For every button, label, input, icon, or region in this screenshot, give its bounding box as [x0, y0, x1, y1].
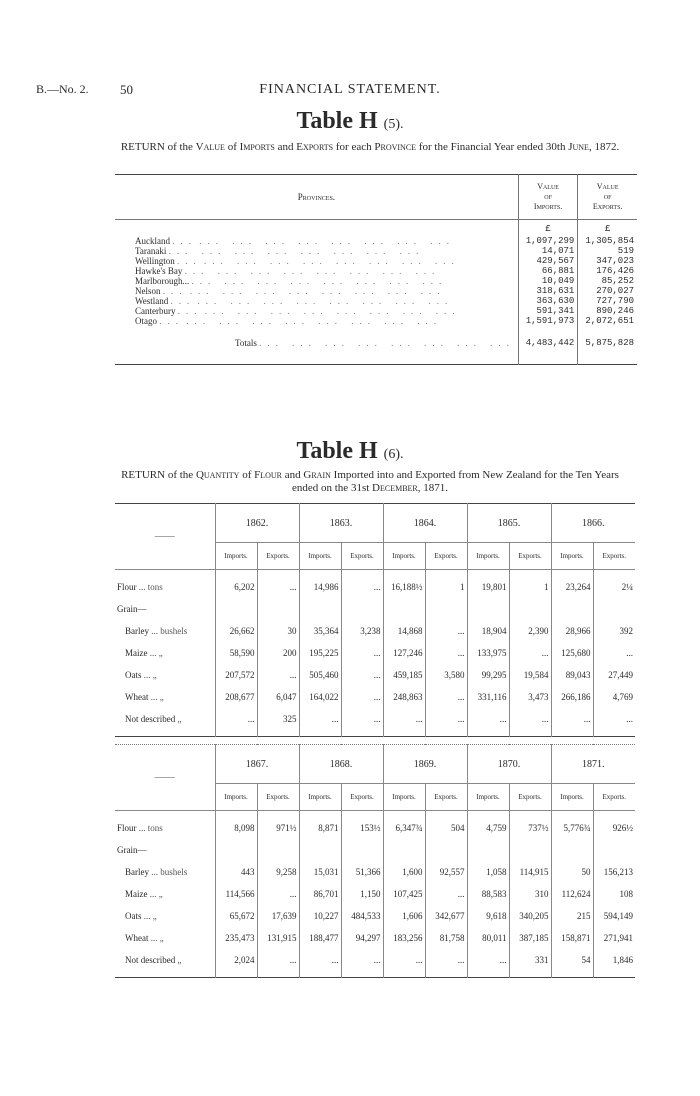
exports-cell: ... [257, 576, 299, 598]
province-row [115, 246, 637, 256]
exports-cell: ... [341, 642, 383, 664]
exports-cell [257, 839, 299, 861]
row-label: Oats ... „ [115, 905, 215, 927]
exports-cell: 1,150 [341, 883, 383, 905]
imports-cell: 10,227 [299, 905, 341, 927]
exports-subheader: Exports. [425, 543, 467, 570]
imports-cell [551, 839, 593, 861]
exports-subheader: Exports. [593, 784, 635, 811]
exports-cell: 2,390 [509, 620, 551, 642]
table-provinces-imports-exports [115, 174, 637, 365]
row-label: Not described „ [115, 708, 215, 730]
province-row [115, 316, 637, 326]
year-header: 1868. [299, 745, 383, 784]
imports-cell: 183,256 [383, 927, 425, 949]
province-name: Auckland ... ... ... ... ... ... ... ... ... [115, 236, 518, 246]
exports-cell: 51,366 [341, 861, 383, 883]
exports-cell: 971½ [257, 817, 299, 839]
exports-cell: 504 [425, 817, 467, 839]
imports-cell [383, 598, 425, 620]
exports-cell: 387,185 [509, 927, 551, 949]
imports-cell: 107,425 [383, 883, 425, 905]
imports-subheader: Imports. [551, 543, 593, 570]
exports-cell: ... [257, 949, 299, 971]
imports-cell: 114,566 [215, 883, 257, 905]
imports-cell: 86,701 [299, 883, 341, 905]
province-exports: 727,790 [596, 296, 634, 306]
imports-cell: 6,347¾ [383, 817, 425, 839]
imports-cell: 248,863 [383, 686, 425, 708]
year-header: 1867. [215, 745, 299, 784]
imports-subheader: Imports. [551, 784, 593, 811]
province-exports: 85,252 [601, 276, 634, 286]
data-row [115, 576, 635, 598]
exports-cell: ... [425, 642, 467, 664]
imports-cell [299, 598, 341, 620]
exports-cell: 3,580 [425, 664, 467, 686]
imports-cell: ... [299, 949, 341, 971]
total-imports: 4,483,442 [518, 338, 577, 352]
province-name: Marlborough... ... ... ... ... ... ... ... ... [115, 276, 518, 286]
imports-cell: 208,677 [215, 686, 257, 708]
exports-subheader: Exports. [509, 784, 551, 811]
table-flour-grain-1862-1866 [115, 503, 635, 737]
exports-cell: 156,213 [603, 867, 633, 877]
exports-cell: 94,297 [341, 927, 383, 949]
imports-cell: 9,618 [467, 905, 509, 927]
province-row [115, 256, 637, 266]
row-label: Oats ... „ [115, 664, 215, 686]
imports-cell: 26,662 [215, 620, 257, 642]
imports-cell: 50 [551, 861, 593, 883]
exports-cell: 9,258 [257, 861, 299, 883]
data-row [115, 905, 635, 927]
year-header: 1865. [467, 504, 551, 543]
column-header-imports: Value of Imports. [518, 175, 577, 220]
table6-caption: RETURN of the Quantity of Flour and Grain Imported into and Exported from New Zealand for the Ten Years ended on the 31st December, 1871. [121, 469, 619, 494]
data-row [115, 949, 635, 971]
exports-cell: ... [341, 686, 383, 708]
exports-subheader: Exports. [341, 543, 383, 570]
imports-subheader: Imports. [467, 784, 509, 811]
imports-cell: 5,776¾ [551, 817, 593, 839]
exports-cell [593, 598, 635, 620]
imports-cell: ... [383, 708, 425, 730]
year-header: 1869. [383, 745, 467, 784]
page-number: 50 [120, 82, 133, 97]
exports-cell: 310 [509, 883, 551, 905]
province-imports: 66,881 [518, 266, 577, 276]
province-row [115, 266, 637, 276]
total-exports: 5,875,828 [585, 338, 634, 348]
table5-heading [0, 108, 700, 135]
exports-subheader: Exports. [257, 784, 299, 811]
exports-cell: 1 [425, 576, 467, 598]
province-name: Wellington ... ... ... ... ... ... ... ... ... [115, 256, 518, 266]
imports-subheader: Imports. [299, 543, 341, 570]
data-row [115, 708, 635, 730]
imports-cell: 112,624 [551, 883, 593, 905]
province-imports: 1,097,299 [518, 236, 577, 246]
data-row [115, 664, 635, 686]
exports-cell: 926½ [612, 823, 633, 833]
exports-cell: 19,584 [509, 664, 551, 686]
exports-cell: 340,205 [509, 905, 551, 927]
data-row [115, 686, 635, 708]
exports-cell [341, 839, 383, 861]
exports-cell: 325 [257, 708, 299, 730]
row-label: Wheat ... „ [115, 927, 215, 949]
exports-cell: 30 [257, 620, 299, 642]
imports-cell [467, 839, 509, 861]
imports-cell [383, 839, 425, 861]
province-row [115, 236, 637, 246]
imports-subheader: Imports. [215, 543, 257, 570]
exports-subheader: Exports. [425, 784, 467, 811]
exports-subheader: Exports. [593, 543, 635, 570]
imports-cell: 89,043 [551, 664, 593, 686]
exports-cell: 17,639 [257, 905, 299, 927]
exports-cell: ... [341, 949, 383, 971]
province-exports: 347,023 [596, 256, 634, 266]
imports-cell: 8,098 [215, 817, 257, 839]
data-row [115, 817, 635, 839]
imports-cell: 18,904 [467, 620, 509, 642]
table5-caption: RETURN of the Value of Imports and Exports for each Province for the Financial Year ended 30th June, 1872. [120, 141, 620, 153]
totals-row-label: Totals ... ... ... ... ... ... ... ... [115, 338, 518, 352]
exports-cell: 6,047 [257, 686, 299, 708]
imports-cell: 158,871 [551, 927, 593, 949]
imports-cell [299, 839, 341, 861]
data-row [115, 883, 635, 905]
imports-cell: 266,186 [551, 686, 593, 708]
imports-subheader: Imports. [383, 784, 425, 811]
row-label: Maize ... „ [115, 642, 215, 664]
exports-cell: 27,449 [608, 670, 633, 680]
exports-cell: 392 [619, 626, 633, 636]
exports-cell: ... [425, 620, 467, 642]
imports-cell: ... [383, 949, 425, 971]
province-row [115, 296, 637, 306]
exports-cell [341, 598, 383, 620]
data-row [115, 839, 635, 861]
imports-cell: ... [299, 708, 341, 730]
exports-cell: 200 [257, 642, 299, 664]
imports-cell [215, 839, 257, 861]
year-header: 1863. [299, 504, 383, 543]
imports-cell: 28,966 [551, 620, 593, 642]
row-label: Barley ... bushels [115, 620, 215, 642]
province-name: Hawke's Bay ... ... ... ... ... ... ... ... [115, 266, 518, 276]
imports-cell: 443 [215, 861, 257, 883]
imports-cell: 8,871 [299, 817, 341, 839]
table5-number: (5). [383, 117, 404, 132]
exports-cell: ... [425, 708, 467, 730]
row-label: Flour ... tons [115, 576, 215, 598]
imports-subheader: Imports. [299, 784, 341, 811]
exports-cell: ... [425, 949, 467, 971]
exports-cell: 108 [619, 889, 633, 899]
row-label: Maize ... „ [115, 883, 215, 905]
imports-cell: 15,031 [299, 861, 341, 883]
exports-cell: 81,758 [425, 927, 467, 949]
data-row [115, 927, 635, 949]
document-reference: B.—No. 2. [36, 82, 89, 96]
exports-cell: 271,941 [603, 933, 633, 943]
table6-number: (6). [383, 447, 404, 462]
exports-cell: ... [425, 883, 467, 905]
exports-cell: ... [425, 686, 467, 708]
exports-cell: 131,915 [257, 927, 299, 949]
currency-imports: £ [518, 220, 577, 237]
province-exports: 2,072,651 [585, 316, 634, 326]
stub-header: —— [115, 745, 215, 811]
imports-cell: 35,364 [299, 620, 341, 642]
exports-subheader: Exports. [257, 543, 299, 570]
year-header: 1862. [215, 504, 299, 543]
currency-exports: £ [604, 224, 611, 234]
province-exports: 519 [617, 246, 634, 256]
imports-cell: 505,460 [299, 664, 341, 686]
imports-cell: 14,868 [383, 620, 425, 642]
imports-cell: 235,473 [215, 927, 257, 949]
exports-cell: ... [509, 708, 551, 730]
province-imports: 10,049 [518, 276, 577, 286]
imports-cell: 80,011 [467, 927, 509, 949]
exports-cell: 4,769 [612, 692, 633, 702]
exports-cell: 3,238 [341, 620, 383, 642]
imports-cell: 6,202 [215, 576, 257, 598]
imports-cell: 331,116 [467, 686, 509, 708]
imports-cell: 207,572 [215, 664, 257, 686]
imports-cell: 125,680 [551, 642, 593, 664]
exports-cell: ... [341, 664, 383, 686]
exports-subheader: Exports. [509, 543, 551, 570]
province-exports: 270,027 [596, 286, 634, 296]
exports-cell: 484,533 [341, 905, 383, 927]
province-imports: 1,591,973 [518, 316, 577, 326]
year-header: 1864. [383, 504, 467, 543]
imports-cell: 188,477 [299, 927, 341, 949]
imports-cell: 58,590 [215, 642, 257, 664]
exports-cell: 1,846 [612, 955, 633, 965]
province-imports: 14,071 [518, 246, 577, 256]
imports-cell: ... [467, 949, 509, 971]
exports-cell [593, 839, 635, 861]
imports-cell: 16,188½ [383, 576, 425, 598]
imports-cell [467, 598, 509, 620]
imports-cell: 1,600 [383, 861, 425, 883]
row-label: Barley ... bushels [115, 861, 215, 883]
exports-cell: ... [257, 664, 299, 686]
imports-cell: 459,185 [383, 664, 425, 686]
exports-cell: 1 [509, 576, 551, 598]
exports-subheader: Exports. [341, 784, 383, 811]
exports-cell: ... [626, 714, 633, 724]
imports-cell: 133,975 [467, 642, 509, 664]
province-row [115, 276, 637, 286]
imports-cell: 99,295 [467, 664, 509, 686]
imports-cell: 1,058 [467, 861, 509, 883]
province-name: Canterbury ... ... ... ... ... ... ... ... ... [115, 306, 518, 316]
column-header-exports: Value of Exports. [578, 175, 637, 220]
imports-subheader: Imports. [215, 784, 257, 811]
imports-cell: 164,022 [299, 686, 341, 708]
imports-cell: 1,606 [383, 905, 425, 927]
table5-title: Table H [296, 108, 378, 134]
province-imports: 429,567 [518, 256, 577, 266]
table-flour-grain-1867-1871 [115, 744, 635, 978]
province-exports: 1,305,854 [585, 236, 634, 246]
province-name: Otago ... ... ... ... ... ... ... ... ... [115, 316, 518, 326]
imports-cell: 19,801 [467, 576, 509, 598]
exports-cell: 331 [509, 949, 551, 971]
row-label: Wheat ... „ [115, 686, 215, 708]
province-imports: 318,631 [518, 286, 577, 296]
exports-cell [509, 839, 551, 861]
row-label: Flour ... tons [115, 817, 215, 839]
running-header [36, 82, 664, 100]
province-name: Nelson ... ... ... ... ... ... ... ... ... [115, 286, 518, 296]
exports-cell: 594,149 [603, 911, 633, 921]
imports-cell [215, 598, 257, 620]
year-header: 1866. [551, 504, 635, 543]
table6-title: Table H [296, 438, 378, 464]
exports-cell: ... [509, 642, 551, 664]
imports-cell: ... [467, 708, 509, 730]
province-imports: 591,341 [518, 306, 577, 316]
imports-cell: 127,246 [383, 642, 425, 664]
data-row [115, 598, 635, 620]
exports-cell [257, 598, 299, 620]
data-row [115, 620, 635, 642]
exports-cell: ... [626, 648, 633, 658]
imports-cell: ... [215, 708, 257, 730]
imports-cell: 23,264 [551, 576, 593, 598]
province-row [115, 286, 637, 296]
exports-cell: ... [257, 883, 299, 905]
data-row [115, 861, 635, 883]
year-header: 1871. [551, 745, 635, 784]
province-exports: 890,246 [596, 306, 634, 316]
stub-header: —— [115, 504, 215, 570]
imports-cell: 2,024 [215, 949, 257, 971]
exports-cell: ... [341, 708, 383, 730]
exports-cell: 737½ [509, 817, 551, 839]
imports-cell: 215 [551, 905, 593, 927]
data-row [115, 642, 635, 664]
table6-heading [0, 438, 700, 465]
imports-cell: 195,225 [299, 642, 341, 664]
exports-cell: ... [341, 576, 383, 598]
exports-cell: 2¼ [621, 582, 633, 592]
exports-cell: 3,473 [509, 686, 551, 708]
exports-cell [509, 598, 551, 620]
province-exports: 176,426 [596, 266, 634, 276]
row-label: Not described „ [115, 949, 215, 971]
imports-cell: 65,672 [215, 905, 257, 927]
province-name: Taranaki ... ... ... ... ... ... ... ... [115, 246, 518, 256]
imports-cell: 4,759 [467, 817, 509, 839]
imports-cell: 54 [551, 949, 593, 971]
exports-cell: 342,677 [425, 905, 467, 927]
exports-cell: 114,915 [509, 861, 551, 883]
exports-cell: 153½ [341, 817, 383, 839]
exports-cell [425, 598, 467, 620]
page-title: FINANCIAL STATEMENT. [259, 82, 441, 97]
exports-cell [425, 839, 467, 861]
imports-subheader: Imports. [467, 543, 509, 570]
column-header-provinces: Provinces. [115, 175, 518, 220]
row-label: Grain— [115, 598, 215, 620]
imports-cell: ... [551, 708, 593, 730]
exports-cell: 92,557 [425, 861, 467, 883]
imports-cell: 88,583 [467, 883, 509, 905]
imports-cell [551, 598, 593, 620]
imports-cell: 14,986 [299, 576, 341, 598]
row-label: Grain— [115, 839, 215, 861]
province-imports: 363,630 [518, 296, 577, 306]
year-header: 1870. [467, 745, 551, 784]
imports-subheader: Imports. [383, 543, 425, 570]
province-name: Westland ... ... ... ... ... ... ... ... ... [115, 296, 518, 306]
province-row [115, 306, 637, 316]
